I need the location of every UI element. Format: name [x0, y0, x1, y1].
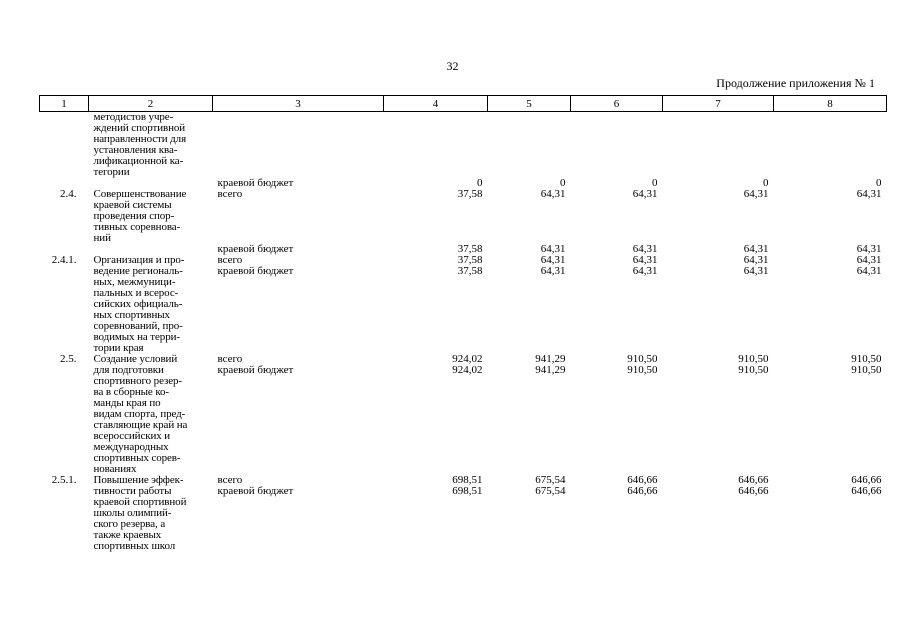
cell-source: краевой бюджет	[217, 364, 294, 376]
cell-col-8: 646,66	[851, 485, 882, 497]
cell-source: всего	[217, 254, 243, 266]
cell-source: всего	[217, 353, 243, 365]
cell-col-8	[774, 112, 887, 179]
table-row	[40, 365, 887, 475]
cell-col-4: 698,51	[452, 474, 483, 486]
cell-col-7: 0	[763, 177, 769, 189]
table-header	[40, 96, 887, 112]
cell-col-5: 0	[560, 177, 566, 189]
cell-col-8: 64,31	[856, 265, 882, 277]
cell-name: Организация и про-	[93, 254, 185, 266]
cell-col-5	[488, 112, 571, 179]
cell-name: для подготовки спортивного резер- ва в сборные ко- манды края по видам спорта, пред- ставляющие край на всероссийских и международных спортивных сорев- нованиях	[93, 364, 188, 475]
cell-col-6: 64,31	[632, 188, 658, 200]
cell-source	[213, 112, 384, 179]
cell-col-7: 910,50	[738, 353, 769, 365]
cell-code: 2.5.	[60, 353, 77, 365]
cell-col-8: 0	[876, 177, 882, 189]
table-body	[40, 112, 887, 553]
cell-col-6: 910,50	[627, 364, 658, 376]
cell-col-8: 64,31	[856, 254, 882, 266]
cell-code	[40, 266, 89, 354]
cell-name: методистов учре- ждений спортивной направленности для установления ква- лификационной ка- тегории	[93, 111, 187, 178]
cell-col-7: 64,31	[743, 265, 769, 277]
cell-col-8: 646,66	[851, 474, 882, 486]
cell-col-7: 646,66	[738, 474, 769, 486]
cell-col-6: 910,50	[627, 353, 658, 365]
header-col-7: 7	[663, 96, 774, 112]
cell-col-4: 924,02	[452, 353, 483, 365]
cell-source: всего	[217, 188, 243, 200]
cell-col-7: 910,50	[738, 364, 769, 376]
cell-col-6: 64,31	[632, 243, 658, 255]
cell-name: Создание условий	[93, 353, 178, 365]
cell-col-6	[571, 112, 663, 179]
header-col-6: 6	[571, 96, 663, 112]
cell-col-4: 37,58	[457, 265, 483, 277]
cell-code	[40, 112, 89, 179]
cell-col-5: 675,54	[535, 474, 566, 486]
cell-col-4: 37,58	[457, 188, 483, 200]
cell-col-5: 64,31	[540, 254, 566, 266]
cell-col-8: 910,50	[851, 353, 882, 365]
cell-source: краевой бюджет	[217, 265, 294, 277]
cell-source: краевой бюджет	[217, 177, 294, 189]
cell-col-4: 924,02	[452, 364, 483, 376]
header-col-5: 5	[488, 96, 571, 112]
table-row	[40, 189, 887, 244]
cell-source: краевой бюджет	[217, 485, 294, 497]
cell-code: 2.4.	[60, 188, 77, 200]
header-col-3: 3	[213, 96, 384, 112]
cell-col-5: 64,31	[540, 243, 566, 255]
cell-col-6: 64,31	[632, 254, 658, 266]
header-col-4: 4	[384, 96, 488, 112]
cell-col-8: 910,50	[851, 364, 882, 376]
cell-code: 2.4.1.	[51, 254, 77, 266]
table-row	[40, 266, 887, 354]
cell-source: краевой бюджет	[217, 243, 294, 255]
cell-name: ведение региональ- ных, межмуници- пальных и всерос- сийских официаль- ных спортивных соревнований, про- водимых на терри- тории края	[93, 265, 183, 354]
cell-col-7: 646,66	[738, 485, 769, 497]
cell-col-8: 64,31	[856, 188, 882, 200]
cell-col-7: 64,31	[743, 254, 769, 266]
cell-name: Повышение эффек-	[93, 474, 184, 486]
header-col-1: 1	[40, 96, 89, 112]
cell-code	[40, 365, 89, 475]
cell-col-6: 646,66	[627, 485, 658, 497]
cell-col-5: 941,29	[535, 353, 566, 365]
cell-col-5: 64,31	[540, 188, 566, 200]
cell-col-7: 64,31	[743, 188, 769, 200]
cell-col-5: 675,54	[535, 485, 566, 497]
cell-col-6: 64,31	[632, 265, 658, 277]
appendix-continuation-label: Продолжение приложения № 1	[716, 76, 875, 90]
page-number: 32	[446, 59, 459, 73]
cell-col-7	[663, 112, 774, 179]
cell-col-6: 0	[652, 177, 658, 189]
cell-col-4: 37,58	[457, 243, 483, 255]
cell-col-4: 698,51	[452, 485, 483, 497]
cell-code	[40, 486, 89, 552]
cell-code: 2.5.1.	[51, 474, 77, 486]
cell-col-7: 64,31	[743, 243, 769, 255]
cell-col-5: 64,31	[540, 265, 566, 277]
budget-table	[39, 95, 887, 552]
cell-name: Совершенствование краевой системы проведения спор- тивных соревнова- ний	[93, 188, 187, 244]
cell-col-4: 37,58	[457, 254, 483, 266]
cell-col-8: 64,31	[856, 243, 882, 255]
header-col-2: 2	[89, 96, 213, 112]
cell-col-4: 0	[477, 177, 483, 189]
cell-col-4	[384, 112, 488, 179]
header-col-8: 8	[774, 96, 887, 112]
table-row	[40, 112, 887, 179]
cell-source: всего	[217, 474, 243, 486]
cell-col-5: 941,29	[535, 364, 566, 376]
cell-name: тивности работы краевой спортивной школы олимпий- ского резерва, а также краевых спортивных школ	[93, 485, 187, 552]
table-row	[40, 486, 887, 552]
header-row	[40, 96, 887, 112]
cell-col-6: 646,66	[627, 474, 658, 486]
